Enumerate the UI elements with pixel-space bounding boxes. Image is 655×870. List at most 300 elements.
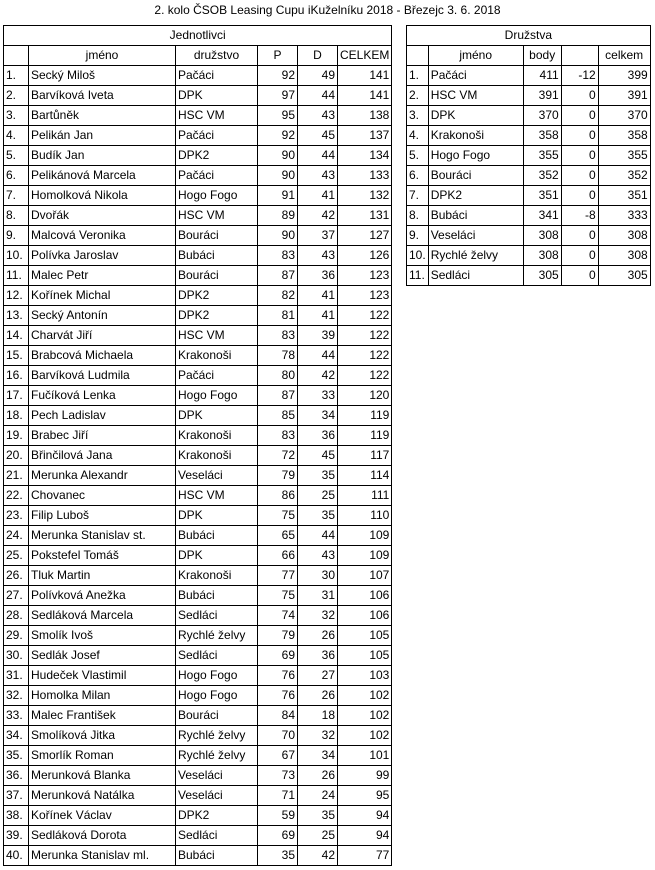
rank-cell: 15. [4, 346, 29, 366]
team-row [407, 206, 651, 226]
total-cell: 102 [338, 686, 392, 706]
total-cell: 105 [338, 646, 392, 666]
rank-cell: 3. [407, 106, 429, 126]
name-cell: Bartůněk [29, 106, 176, 126]
d-cell: 35 [298, 466, 338, 486]
rank-cell: 2. [4, 86, 29, 106]
team-cell: Pačáci [176, 126, 258, 146]
d-cell: 33 [298, 386, 338, 406]
column-header-row [4, 46, 392, 66]
name-cell: Bubáci [428, 206, 523, 226]
p-cell: 69 [258, 826, 298, 846]
rank-cell: 23. [4, 506, 29, 526]
column-header-team: družstvo [176, 46, 258, 66]
team-cell: Hogo Fogo [176, 666, 258, 686]
team-cell: Hogo Fogo [176, 386, 258, 406]
d-cell: 26 [298, 766, 338, 786]
d-cell: 43 [298, 166, 338, 186]
team-cell: Bubáci [176, 586, 258, 606]
name-cell: Merunková Natálka [29, 786, 176, 806]
name-cell: HSC VM [428, 86, 523, 106]
player-row [4, 66, 392, 86]
team-cell: Rychlé želvy [176, 746, 258, 766]
name-cell: Pech Ladislav [29, 406, 176, 426]
p-cell: 77 [258, 566, 298, 586]
points-cell: 358 [523, 126, 561, 146]
p-cell: 70 [258, 726, 298, 746]
team-cell: Hogo Fogo [176, 186, 258, 206]
d-cell: 26 [298, 686, 338, 706]
team-cell: Krakonoši [176, 566, 258, 586]
name-cell: Sedláková Dorota [29, 826, 176, 846]
d-cell: 42 [298, 846, 338, 866]
name-cell: Kořínek Václav [29, 806, 176, 826]
rank-cell: 11. [407, 266, 429, 286]
team-cell: Hogo Fogo [176, 686, 258, 706]
points-cell: 308 [523, 226, 561, 246]
team-row [407, 266, 651, 286]
rank-cell: 26. [4, 566, 29, 586]
name-cell: Rychlé želvy [428, 246, 523, 266]
p-cell: 67 [258, 746, 298, 766]
p-cell: 83 [258, 246, 298, 266]
d-cell: 30 [298, 566, 338, 586]
rank-cell: 27. [4, 586, 29, 606]
total-cell: 119 [338, 426, 392, 446]
p-cell: 73 [258, 766, 298, 786]
team-cell: Krakonoši [176, 446, 258, 466]
rank-cell: 18. [4, 406, 29, 426]
name-cell: Smorlík Roman [29, 746, 176, 766]
team-cell: DPK [176, 506, 258, 526]
p-cell: 92 [258, 66, 298, 86]
total-cell: 352 [598, 166, 650, 186]
rank-cell: 24. [4, 526, 29, 546]
name-cell: Secký Antonín [29, 306, 176, 326]
name-cell: Fučíková Lenka [29, 386, 176, 406]
individual-table [3, 25, 392, 866]
name-cell: Merunka Stanislav ml. [29, 846, 176, 866]
rank-cell: 38. [4, 806, 29, 826]
player-row [4, 266, 392, 286]
rank-cell: 12. [4, 286, 29, 306]
player-row [4, 226, 392, 246]
total-cell: 103 [338, 666, 392, 686]
rank-cell: 34. [4, 726, 29, 746]
team-row [407, 86, 651, 106]
rank-cell: 13. [4, 306, 29, 326]
table-title: Družstva [407, 26, 651, 46]
p-cell: 71 [258, 786, 298, 806]
total-cell: 122 [338, 346, 392, 366]
total-cell: 370 [598, 106, 650, 126]
team-row [407, 166, 651, 186]
rank-cell: 36. [4, 766, 29, 786]
p-cell: 90 [258, 146, 298, 166]
player-row [4, 746, 392, 766]
team-row [407, 146, 651, 166]
team-cell: Veseláci [176, 466, 258, 486]
d-cell: 25 [298, 486, 338, 506]
d-cell: 44 [298, 526, 338, 546]
player-row [4, 586, 392, 606]
total-cell: 101 [338, 746, 392, 766]
d-cell: 32 [298, 606, 338, 626]
rank-cell: 40. [4, 846, 29, 866]
name-cell: Bouráci [428, 166, 523, 186]
team-row [407, 226, 651, 246]
total-cell: 106 [338, 586, 392, 606]
rank-cell: 7. [4, 186, 29, 206]
total-cell: 94 [338, 826, 392, 846]
player-row [4, 546, 392, 566]
player-row [4, 826, 392, 846]
name-cell: Smolík Ivoš [29, 626, 176, 646]
total-cell: 123 [338, 286, 392, 306]
p-cell: 87 [258, 386, 298, 406]
p-cell: 72 [258, 446, 298, 466]
total-cell: 141 [338, 66, 392, 86]
d-cell: 41 [298, 286, 338, 306]
d-cell: 44 [298, 146, 338, 166]
rank-cell: 1. [4, 66, 29, 86]
rank-cell: 10. [4, 246, 29, 266]
total-cell: 333 [598, 206, 650, 226]
name-cell: Homolka Milan [29, 686, 176, 706]
team-cell: DPK [176, 406, 258, 426]
rank-cell: 9. [4, 226, 29, 246]
rank-cell: 10. [407, 246, 429, 266]
d-cell: 24 [298, 786, 338, 806]
p-cell: 91 [258, 186, 298, 206]
team-cell: DPK2 [176, 806, 258, 826]
p-cell: 86 [258, 486, 298, 506]
total-cell: 119 [338, 406, 392, 426]
total-cell: 77 [338, 846, 392, 866]
d-cell: 44 [298, 86, 338, 106]
points-cell: 308 [523, 246, 561, 266]
name-cell: Sedláková Marcela [29, 606, 176, 626]
d-cell: 26 [298, 626, 338, 646]
player-row [4, 386, 392, 406]
player-row [4, 406, 392, 426]
p-cell: 83 [258, 426, 298, 446]
team-cell: Pačáci [176, 366, 258, 386]
total-cell: 99 [338, 766, 392, 786]
name-cell: Merunka Alexandr [29, 466, 176, 486]
team-cell: DPK2 [176, 286, 258, 306]
team-cell: Krakonoši [176, 426, 258, 446]
p-cell: 79 [258, 626, 298, 646]
penalty-cell: -8 [561, 206, 598, 226]
rank-cell: 6. [407, 166, 429, 186]
p-cell: 59 [258, 806, 298, 826]
player-row [4, 526, 392, 546]
d-cell: 43 [298, 546, 338, 566]
d-cell: 31 [298, 586, 338, 606]
name-cell: Pelikán Jan [29, 126, 176, 146]
total-cell: 351 [598, 186, 650, 206]
name-cell: Merunka Stanislav st. [29, 526, 176, 546]
team-cell: Bubáci [176, 846, 258, 866]
penalty-cell: 0 [561, 266, 598, 286]
penalty-cell: 0 [561, 246, 598, 266]
name-cell: Polívka Jaroslav [29, 246, 176, 266]
p-cell: 80 [258, 366, 298, 386]
d-cell: 41 [298, 306, 338, 326]
name-cell: Charvát Jiří [29, 326, 176, 346]
team-cell: Krakonoši [176, 346, 258, 366]
player-row [4, 426, 392, 446]
rank-cell: 19. [4, 426, 29, 446]
team-cell: HSC VM [176, 106, 258, 126]
player-row [4, 86, 392, 106]
player-row [4, 846, 392, 866]
p-cell: 87 [258, 266, 298, 286]
d-cell: 37 [298, 226, 338, 246]
column-header-name: jméno [428, 46, 523, 66]
team-row [407, 246, 651, 266]
name-cell: Barvíková Iveta [29, 86, 176, 106]
name-cell: Homolková Nikola [29, 186, 176, 206]
total-cell: 358 [598, 126, 650, 146]
player-row [4, 366, 392, 386]
total-cell: 137 [338, 126, 392, 146]
rank-cell: 20. [4, 446, 29, 466]
p-cell: 65 [258, 526, 298, 546]
penalty-cell: 0 [561, 86, 598, 106]
p-cell: 82 [258, 286, 298, 306]
p-cell: 76 [258, 666, 298, 686]
player-row [4, 786, 392, 806]
name-cell: Sedlák Josef [29, 646, 176, 666]
team-cell: DPK2 [176, 146, 258, 166]
team-cell: Bouráci [176, 226, 258, 246]
column-header-rank [4, 46, 29, 66]
p-cell: 84 [258, 706, 298, 726]
total-cell: 127 [338, 226, 392, 246]
penalty-cell: 0 [561, 146, 598, 166]
rank-cell: 33. [4, 706, 29, 726]
team-cell: Pačáci [176, 166, 258, 186]
total-cell: 111 [338, 486, 392, 506]
player-row [4, 246, 392, 266]
d-cell: 36 [298, 426, 338, 446]
team-cell: Rychlé želvy [176, 726, 258, 746]
d-cell: 44 [298, 346, 338, 366]
rank-cell: 2. [407, 86, 429, 106]
player-row [4, 606, 392, 626]
column-header-points: body [523, 46, 561, 66]
name-cell: Brabec Jiří [29, 426, 176, 446]
team-cell: Bubáci [176, 526, 258, 546]
total-cell: 133 [338, 166, 392, 186]
name-cell: Krakonoši [428, 126, 523, 146]
team-row [407, 106, 651, 126]
total-cell: 94 [338, 806, 392, 826]
name-cell: Merunková Blanka [29, 766, 176, 786]
team-cell: HSC VM [176, 486, 258, 506]
rank-cell: 16. [4, 366, 29, 386]
total-cell: 114 [338, 466, 392, 486]
rank-cell: 5. [4, 146, 29, 166]
points-cell: 391 [523, 86, 561, 106]
team-row [407, 186, 651, 206]
d-cell: 36 [298, 646, 338, 666]
name-cell: Sedláci [428, 266, 523, 286]
total-cell: 126 [338, 246, 392, 266]
team-cell: DPK [176, 546, 258, 566]
d-cell: 41 [298, 186, 338, 206]
total-cell: 109 [338, 546, 392, 566]
teams-table [406, 25, 651, 286]
total-cell: 122 [338, 366, 392, 386]
d-cell: 42 [298, 366, 338, 386]
points-cell: 370 [523, 106, 561, 126]
player-row [4, 486, 392, 506]
player-row [4, 506, 392, 526]
penalty-cell: 0 [561, 226, 598, 246]
total-cell: 105 [338, 626, 392, 646]
total-cell: 123 [338, 266, 392, 286]
p-cell: 74 [258, 606, 298, 626]
column-header-d: D [298, 46, 338, 66]
p-cell: 66 [258, 546, 298, 566]
player-row [4, 726, 392, 746]
penalty-cell: 0 [561, 166, 598, 186]
total-cell: 138 [338, 106, 392, 126]
rank-cell: 32. [4, 686, 29, 706]
table-title-row [4, 26, 392, 46]
player-row [4, 646, 392, 666]
team-cell: Veseláci [176, 786, 258, 806]
name-cell: Hudeček Vlastimil [29, 666, 176, 686]
name-cell: Malcová Veronika [29, 226, 176, 246]
rank-cell: 9. [407, 226, 429, 246]
rank-cell: 30. [4, 646, 29, 666]
d-cell: 45 [298, 126, 338, 146]
p-cell: 90 [258, 226, 298, 246]
p-cell: 76 [258, 686, 298, 706]
total-cell: 308 [598, 226, 650, 246]
name-cell: Brabcová Michaela [29, 346, 176, 366]
d-cell: 34 [298, 746, 338, 766]
d-cell: 42 [298, 206, 338, 226]
name-cell: Secký Miloš [29, 66, 176, 86]
p-cell: 69 [258, 646, 298, 666]
total-cell: 355 [598, 146, 650, 166]
total-cell: 110 [338, 506, 392, 526]
p-cell: 75 [258, 506, 298, 526]
name-cell: DPK [428, 106, 523, 126]
rank-cell: 39. [4, 826, 29, 846]
rank-cell: 1. [407, 66, 429, 86]
team-cell: Sedláci [176, 606, 258, 626]
name-cell: Pelikánová Marcela [29, 166, 176, 186]
player-row [4, 806, 392, 826]
name-cell: Hogo Fogo [428, 146, 523, 166]
player-row [4, 626, 392, 646]
total-cell: 132 [338, 186, 392, 206]
total-cell: 120 [338, 386, 392, 406]
d-cell: 43 [298, 246, 338, 266]
total-cell: 122 [338, 306, 392, 326]
name-cell: Smolíková Jitka [29, 726, 176, 746]
name-cell: Veseláci [428, 226, 523, 246]
p-cell: 75 [258, 586, 298, 606]
column-header-p: P [258, 46, 298, 66]
table-title-row [407, 26, 651, 46]
rank-cell: 8. [407, 206, 429, 226]
team-cell: Bouráci [176, 266, 258, 286]
total-cell: 102 [338, 706, 392, 726]
p-cell: 95 [258, 106, 298, 126]
team-cell: DPK [176, 86, 258, 106]
column-header-rank [407, 46, 429, 66]
rank-cell: 3. [4, 106, 29, 126]
total-cell: 391 [598, 86, 650, 106]
points-cell: 352 [523, 166, 561, 186]
name-cell: Kořínek Michal [29, 286, 176, 306]
player-row [4, 686, 392, 706]
team-cell: Sedláci [176, 826, 258, 846]
p-cell: 81 [258, 306, 298, 326]
d-cell: 36 [298, 266, 338, 286]
team-cell: Bouráci [176, 706, 258, 726]
rank-cell: 22. [4, 486, 29, 506]
d-cell: 27 [298, 666, 338, 686]
column-header-total: celkem [598, 46, 650, 66]
rank-cell: 7. [407, 186, 429, 206]
team-cell: Rychlé želvy [176, 626, 258, 646]
penalty-cell: 0 [561, 106, 598, 126]
rank-cell: 17. [4, 386, 29, 406]
rank-cell: 28. [4, 606, 29, 626]
p-cell: 83 [258, 326, 298, 346]
player-row [4, 146, 392, 166]
player-row [4, 126, 392, 146]
points-cell: 355 [523, 146, 561, 166]
column-header-penalty [561, 46, 598, 66]
p-cell: 35 [258, 846, 298, 866]
name-cell: Pokstefel Tomáš [29, 546, 176, 566]
points-cell: 351 [523, 186, 561, 206]
rank-cell: 35. [4, 746, 29, 766]
rank-cell: 5. [407, 146, 429, 166]
d-cell: 43 [298, 106, 338, 126]
name-cell: Pačáci [428, 66, 523, 86]
rank-cell: 11. [4, 266, 29, 286]
team-cell: Pačáci [176, 66, 258, 86]
total-cell: 109 [338, 526, 392, 546]
team-cell: DPK2 [176, 306, 258, 326]
player-row [4, 106, 392, 126]
total-cell: 106 [338, 606, 392, 626]
column-header-row [407, 46, 651, 66]
penalty-cell: -12 [561, 66, 598, 86]
name-cell: DPK2 [428, 186, 523, 206]
player-row [4, 446, 392, 466]
rank-cell: 8. [4, 206, 29, 226]
points-cell: 341 [523, 206, 561, 226]
team-row [407, 66, 651, 86]
player-row [4, 326, 392, 346]
p-cell: 85 [258, 406, 298, 426]
total-cell: 141 [338, 86, 392, 106]
name-cell: Břinčilová Jana [29, 446, 176, 466]
player-row [4, 186, 392, 206]
name-cell: Tluk Martin [29, 566, 176, 586]
